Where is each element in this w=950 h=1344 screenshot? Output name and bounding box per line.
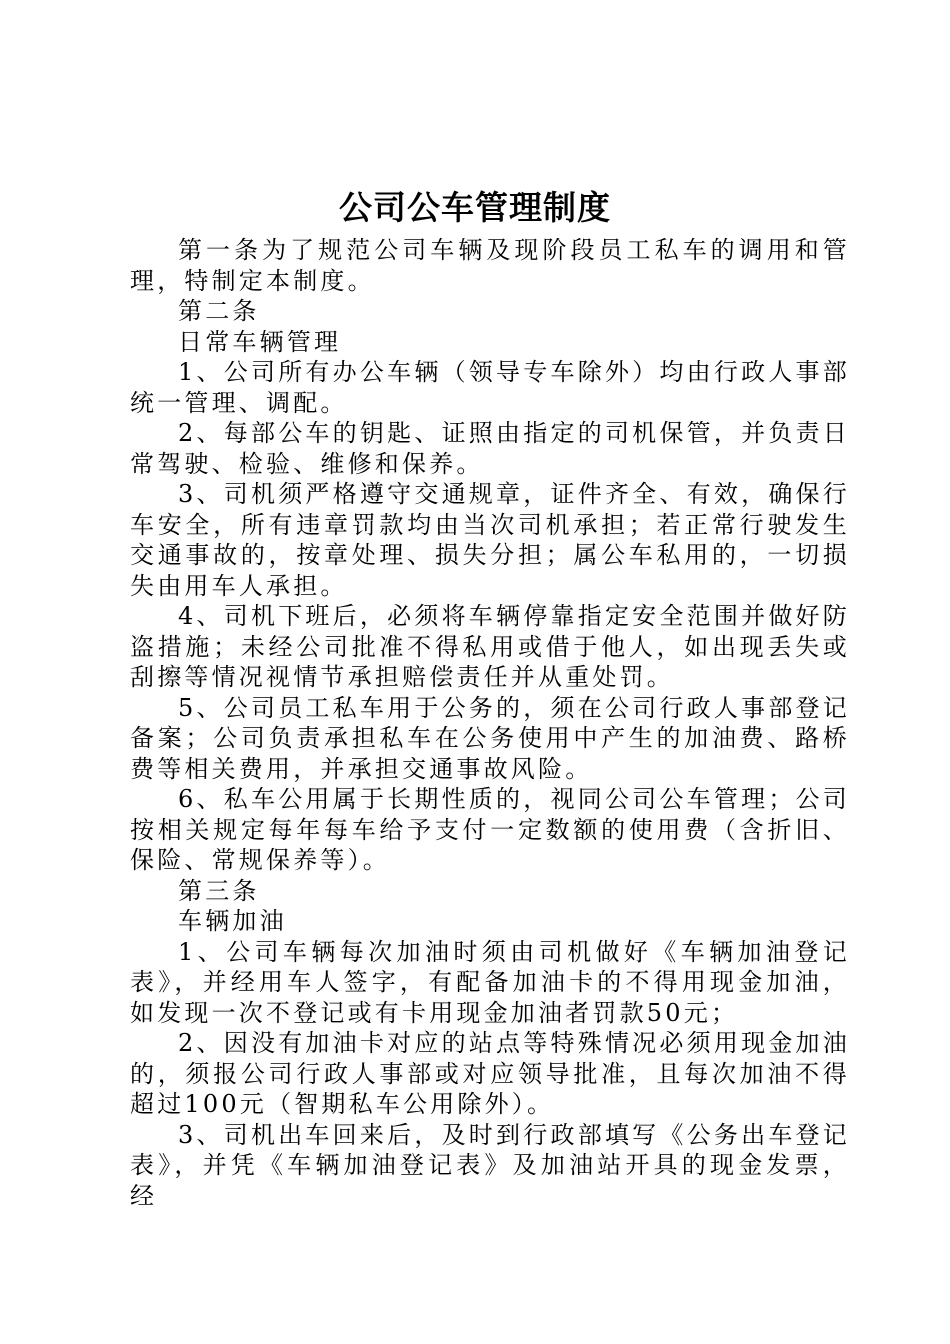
- document-body: [130, 235, 850, 1211]
- paragraph-article-1: 第一条为了规范公司车辆及现阶段员工私车的调用和管理，特制定本制度。: [130, 236, 850, 295]
- paragraph-item: 2、因没有加油卡对应的站点等特殊情况必须用现金加油的，须报公司行政人事部或对应领导批准，且每次加油不得超过100元（智期私车公用除外）。: [130, 1029, 850, 1118]
- section-heading-refueling: 车辆加油: [178, 907, 287, 935]
- paragraph-item: 3、司机出车回来后，及时到行政部填写《公务出车登记表》，并凭《车辆加油登记表》及加油站开具的现金发票，经: [130, 1120, 850, 1210]
- paragraph-item: 1、公司所有办公车辆（领导专车除外）均由行政人事部统一管理、调配。: [130, 358, 850, 417]
- paragraph-item: 4、司机下班后，必须将车辆停靠指定安全范围并做好防盗措施；未经公司批准不得私用或借于他人，如出现丢失或刮擦等情况视情节承担赔偿责任并从重处罚。: [130, 602, 850, 691]
- section-heading-daily-management: 日常车辆管理: [178, 327, 342, 356]
- document-title: 公司公车管理制度: [339, 188, 611, 227]
- paragraph-item: 1、公司车辆每次加油时须由司机做好《车辆加油登记表》，并经用车人签字，有配备加油卡的不得用现金加油，如发现一次不登记或有卡用现金加油者罚款50元；: [130, 937, 850, 1027]
- paragraph-item: 2、每部公车的钥匙、证照由指定的司机保管，并负责日常驾驶、检验、维修和保养。: [130, 419, 850, 478]
- article-3-heading: 第三条: [178, 876, 260, 905]
- paragraph-item: 3、司机须严格遵守交通规章，证件齐全、有效，确保行车安全，所有违章罚款均由当次司机承担；若正常行驶发生交通事故的，按章处理、损失分担；属公车私用的，一切损失由用车人承担。: [130, 480, 850, 600]
- article-2-heading: 第二条: [178, 297, 260, 325]
- paragraph-item: 6、私车公用属于长期性质的，视同公司公车管理；公司按相关规定每年每车给予支付一定数额的使用费（含折旧、保险、常规保养等）。: [130, 785, 850, 874]
- paragraph-item: 5、公司员工私车用于公务的，须在公司行政人事部登记备案；公司负责承担私车在公务使用中产生的加油费、路桥费等相关费用，并承担交通事故风险。: [130, 693, 850, 783]
